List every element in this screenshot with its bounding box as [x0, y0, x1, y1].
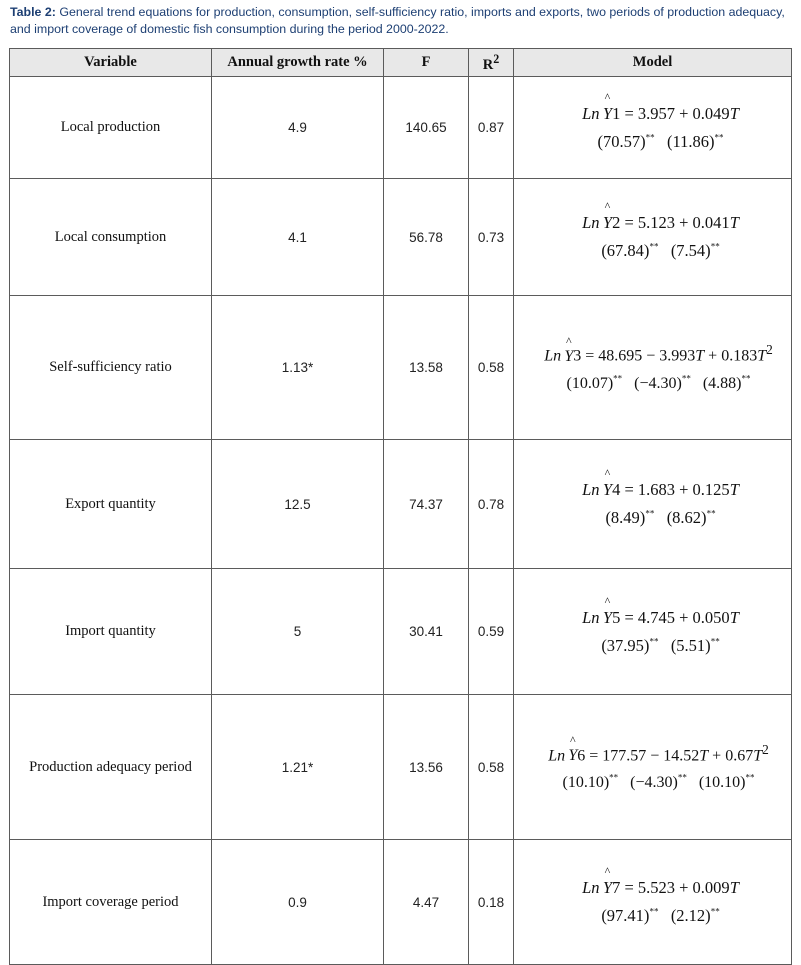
equation-rhs: = 3.957 + 0.049	[620, 103, 730, 123]
model-equation	[514, 742, 791, 793]
t-statistics-line	[530, 508, 791, 528]
header-r2-base: R	[482, 56, 494, 73]
r2-cell: 0.87	[469, 77, 514, 179]
growth-cell: 12.5	[212, 440, 384, 569]
t-statistic	[601, 241, 658, 260]
significance-mark: **	[649, 241, 659, 252]
t-stat-value: (10.10)	[698, 774, 746, 792]
t-statistic	[634, 375, 691, 392]
t-statistics-line	[526, 773, 791, 792]
t-symbol: T	[729, 103, 739, 123]
ln-symbol: Ln	[582, 103, 600, 123]
t-stat-value: (−4.30)	[630, 774, 678, 792]
t-statistic	[597, 132, 654, 151]
growth-cell: 0.9	[212, 840, 384, 965]
f-cell: 4.47	[384, 840, 469, 965]
variable-cell: Export quantity	[10, 440, 212, 569]
table-row	[10, 569, 792, 695]
variable-cell: Import coverage period	[10, 840, 212, 965]
significance-mark: **	[714, 132, 724, 142]
f-cell: 13.56	[384, 695, 469, 840]
t-stat-value: (37.95)	[601, 635, 650, 655]
r2-cell: 0.59	[469, 569, 514, 695]
t-symbol: T	[695, 347, 705, 365]
model-cell	[514, 695, 792, 840]
t-symbol: T	[729, 607, 739, 627]
ln-symbol: Ln	[582, 607, 600, 627]
t-statistic	[667, 508, 716, 527]
model-equation	[514, 608, 791, 656]
t-statistic	[703, 375, 751, 392]
growth-cell: 4.1	[212, 179, 384, 296]
caption-label: Table 2:	[10, 5, 56, 19]
significance-mark: **	[710, 241, 720, 252]
table-caption	[10, 4, 795, 38]
significance-mark: **	[741, 373, 751, 384]
t-squared-symbol: T	[753, 747, 763, 764]
equation-line	[530, 878, 791, 898]
equation-line	[530, 104, 791, 124]
y-subscript: 2	[612, 213, 621, 232]
significance-mark: **	[681, 373, 691, 384]
significance-mark: **	[706, 508, 716, 519]
variable-cell: Production adequacy period	[10, 695, 212, 840]
header-model: Model	[514, 49, 792, 77]
significance-mark: **	[649, 906, 659, 917]
equation-rhs: = 5.523 + 0.009	[620, 878, 730, 897]
caption-text: General trend equations for production, consumption, self-sufficiency ratio, imports and exports, two periods of production adequacy, and import coverage of domestic fish consumption during the period 2000-2022.	[10, 5, 785, 36]
variable-cell: Self-sufficiency ratio	[10, 296, 212, 440]
significance-mark: **	[645, 132, 655, 142]
t-statistics-line	[530, 241, 791, 261]
model-cell	[514, 840, 792, 965]
significance-mark: **	[710, 636, 720, 646]
equation-tail: + 0.67	[708, 747, 754, 764]
r2-cell: 0.58	[469, 695, 514, 840]
equation-line	[526, 742, 791, 765]
t-stat-value: (4.88)	[702, 374, 742, 392]
y-hat-symbol: ^ Y	[564, 348, 573, 366]
header-growth: Annual growth rate %	[212, 49, 384, 77]
growth-cell: 4.9	[212, 77, 384, 179]
variable-cell: Local consumption	[10, 179, 212, 296]
f-cell: 13.58	[384, 296, 469, 440]
t-statistic	[601, 906, 658, 925]
significance-mark: **	[613, 373, 623, 384]
t-statistic	[667, 132, 724, 151]
t-statistic	[671, 906, 720, 925]
table-row	[10, 296, 792, 440]
t-statistics-line	[526, 374, 791, 393]
y-subscript: 3	[573, 347, 582, 365]
ln-symbol: Ln	[544, 347, 562, 365]
model-cell	[514, 179, 792, 296]
t-stat-value: (7.54)	[670, 241, 711, 260]
t-statistic	[630, 774, 687, 791]
t-exponent: 2	[762, 741, 769, 757]
equation-rhs: = 48.695 − 3.993	[581, 347, 696, 365]
t-stat-value: (11.86)	[666, 131, 715, 151]
equation-line	[526, 342, 791, 365]
y-hat-symbol: ^ Y	[568, 747, 577, 765]
y-hat-symbol: ^ Y	[603, 608, 612, 628]
equation-line	[530, 480, 791, 500]
y-subscript: 6	[577, 747, 586, 764]
header-row	[10, 49, 792, 77]
ln-symbol: Ln	[582, 480, 600, 499]
t-stat-value: (5.51)	[670, 635, 711, 655]
header-r2-sup: 2	[493, 51, 500, 66]
f-cell: 140.65	[384, 77, 469, 179]
model-cell	[514, 77, 792, 179]
equation-rhs: = 4.745 + 0.050	[620, 607, 730, 627]
table-row	[10, 840, 792, 965]
y-hat-symbol: ^ Y	[603, 878, 612, 898]
growth-cell: 1.13*	[212, 296, 384, 440]
t-symbol: T	[729, 480, 739, 499]
t-stat-value: (97.41)	[601, 906, 650, 925]
table-row	[10, 179, 792, 296]
header-variable: Variable	[10, 49, 212, 77]
t-statistic	[699, 774, 755, 791]
ln-symbol: Ln	[582, 213, 600, 232]
equation-rhs: = 5.123 + 0.041	[620, 213, 730, 232]
t-statistic	[567, 375, 623, 392]
t-statistic	[563, 774, 619, 791]
t-stat-value: (70.57)	[597, 131, 646, 151]
r2-cell: 0.78	[469, 440, 514, 569]
equation-tail: + 0.183	[704, 347, 758, 365]
t-statistics-line	[530, 906, 791, 926]
t-statistic	[671, 241, 720, 260]
ln-symbol: Ln	[548, 747, 566, 764]
y-subscript: 4	[612, 480, 621, 499]
r2-cell: 0.73	[469, 179, 514, 296]
t-stat-value: (10.10)	[562, 774, 610, 792]
model-equation	[514, 213, 791, 261]
significance-mark: **	[745, 773, 755, 783]
t-statistic	[601, 636, 658, 655]
t-exponent: 2	[766, 342, 773, 358]
f-cell: 56.78	[384, 179, 469, 296]
t-squared-symbol: T	[757, 347, 767, 365]
t-stat-value: (10.07)	[566, 374, 614, 392]
y-subscript: 5	[612, 607, 621, 627]
model-cell	[514, 569, 792, 695]
y-subscript: 1	[612, 103, 621, 123]
model-equation	[514, 878, 791, 926]
y-hat-symbol: ^ Y	[603, 104, 612, 124]
variable-cell: Local production	[10, 77, 212, 179]
t-stat-value: (67.84)	[601, 241, 650, 260]
t-stat-value: (2.12)	[670, 906, 711, 925]
t-stat-value: (8.49)	[605, 508, 646, 527]
y-hat-symbol: ^ Y	[603, 213, 612, 233]
table-row	[10, 695, 792, 840]
ln-symbol: Ln	[582, 878, 600, 897]
significance-mark: **	[710, 906, 720, 917]
equation-line	[530, 213, 791, 233]
y-hat-symbol: ^ Y	[603, 480, 612, 500]
header-f: F	[384, 49, 469, 77]
t-statistics-line	[530, 636, 791, 656]
t-symbol: T	[729, 213, 739, 232]
model-equation	[514, 342, 791, 393]
t-stat-value: (−4.30)	[634, 374, 682, 392]
f-cell: 30.41	[384, 569, 469, 695]
t-statistic	[671, 636, 720, 655]
t-stat-value: (8.62)	[666, 508, 707, 527]
t-statistic	[605, 508, 654, 527]
significance-mark: **	[645, 508, 655, 519]
table-row	[10, 77, 792, 179]
equation-rhs: = 1.683 + 0.125	[620, 480, 730, 499]
variable-cell: Import quantity	[10, 569, 212, 695]
r2-cell: 0.58	[469, 296, 514, 440]
growth-cell: 1.21*	[212, 695, 384, 840]
equation-rhs: = 177.57 − 14.52	[585, 747, 700, 764]
t-symbol: T	[699, 747, 709, 764]
growth-cell: 5	[212, 569, 384, 695]
significance-mark: **	[609, 773, 619, 783]
model-equation	[514, 104, 791, 152]
equation-line	[530, 608, 791, 628]
t-statistics-line	[530, 132, 791, 152]
f-cell: 74.37	[384, 440, 469, 569]
model-equation	[514, 480, 791, 528]
header-r2	[469, 49, 514, 77]
r2-cell: 0.18	[469, 840, 514, 965]
t-symbol: T	[729, 878, 739, 897]
model-cell	[514, 296, 792, 440]
model-cell	[514, 440, 792, 569]
trend-equations-table	[9, 48, 792, 965]
significance-mark: **	[677, 773, 687, 783]
table-row	[10, 440, 792, 569]
y-subscript: 7	[612, 878, 621, 897]
significance-mark: **	[649, 636, 659, 646]
